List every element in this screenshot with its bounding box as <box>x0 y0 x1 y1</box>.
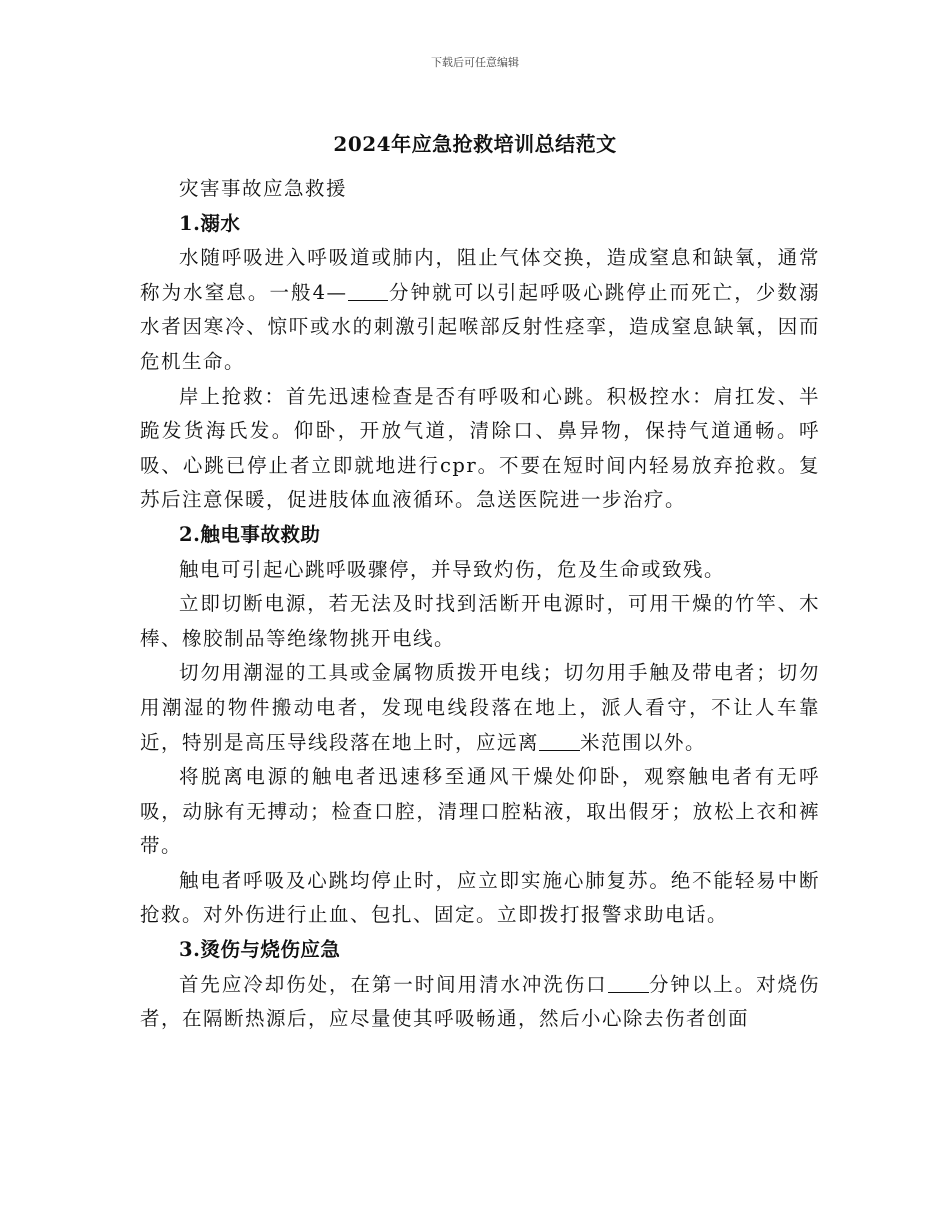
paragraph-cut-power: 立即切断电源，若无法及时找到活断开电源时，可用干燥的竹竿、木棒、橡胶制品等绝缘物挑开电线。 <box>140 592 820 650</box>
header-note: 下载后可任意编辑 <box>431 56 519 69</box>
fill-in-blank <box>539 730 580 751</box>
paragraph-shore-rescue: 岸上抢救：首先迅速检查是否有呼吸和心跳。积极控水：肩扛发、半跪发货海氏发。仰卧，开放气道，清除口、鼻异物，保持气道通畅。呼吸、心跳已停止者立即就地进行cpr。不要在短时间内轻易放弃抢救。复苏后注意保暖，促进肢体血液循环。急送医院进一步治疗。 <box>140 384 820 512</box>
paragraph-burn-treatment <box>140 968 820 1037</box>
section-intro: 灾害事故应急救援 <box>179 177 348 200</box>
paragraph-cpr: 触电者呼吸及心跳均停止时，应立即实施心肺复苏。绝不能轻易中断抢救。对外伤进行止血、包扎、固定。立即拨打报警求助电话。 <box>140 868 820 927</box>
section-heading-electric-shock: 2.触电事故救助 <box>179 522 321 546</box>
section-heading-burns: 3.烫伤与烧伤应急 <box>179 938 341 962</box>
fill-in-blank <box>608 972 649 993</box>
document-title: 2024年应急抢救培训总结范文 <box>333 132 617 156</box>
paragraph-drowning-description <box>140 241 820 379</box>
text-segment: 米范围以外。 <box>579 730 706 754</box>
fill-in-blank <box>348 280 389 301</box>
paragraph-shock-effects: 触电可引起心跳呼吸骤停，并导致灼伤，危及生命或致残。 <box>179 557 726 581</box>
paragraph-shock-cautions <box>140 656 820 760</box>
text-segment: 分钟就可以引起呼吸心跳停止而死亡，少数溺水者因寒冷、惊吓或水的刺激引起喉部反射性痉挛，造成窒息缺氧，因而危机生命。 <box>140 280 820 373</box>
text-segment: 首先应冷却伤处，在第一时间用清水冲洗伤口 <box>179 972 608 996</box>
document-body <box>140 172 820 1037</box>
paragraph-move-victim: 将脱离电源的触电者迅速移至通风干燥处仰卧，观察触电者有无呼吸，动脉有无搏动；检查口腔，清理口腔粘液，取出假牙；放松上衣和裤带。 <box>140 765 820 858</box>
text-segment: 切勿用潮湿的工具或金属物质拨开电线；切勿用手触及带电者；切勿用潮湿的物件搬动电者，发现电线段落在地上，派人看守，不让人车靠近，特别是高压导线段落在地上时，应远离 <box>140 661 820 754</box>
text-segment: 分钟以上。对烧伤者，在隔断热源后，应尽量使其呼吸畅通，然后小心除去伤者创面 <box>140 972 820 1031</box>
section-heading-drowning: 1.溺水 <box>179 211 241 235</box>
text-segment: 水随呼吸进入呼吸道或肺内，阻止气体交换，造成窒息和缺氧，通常称为水窒息。一般4— <box>140 246 820 304</box>
